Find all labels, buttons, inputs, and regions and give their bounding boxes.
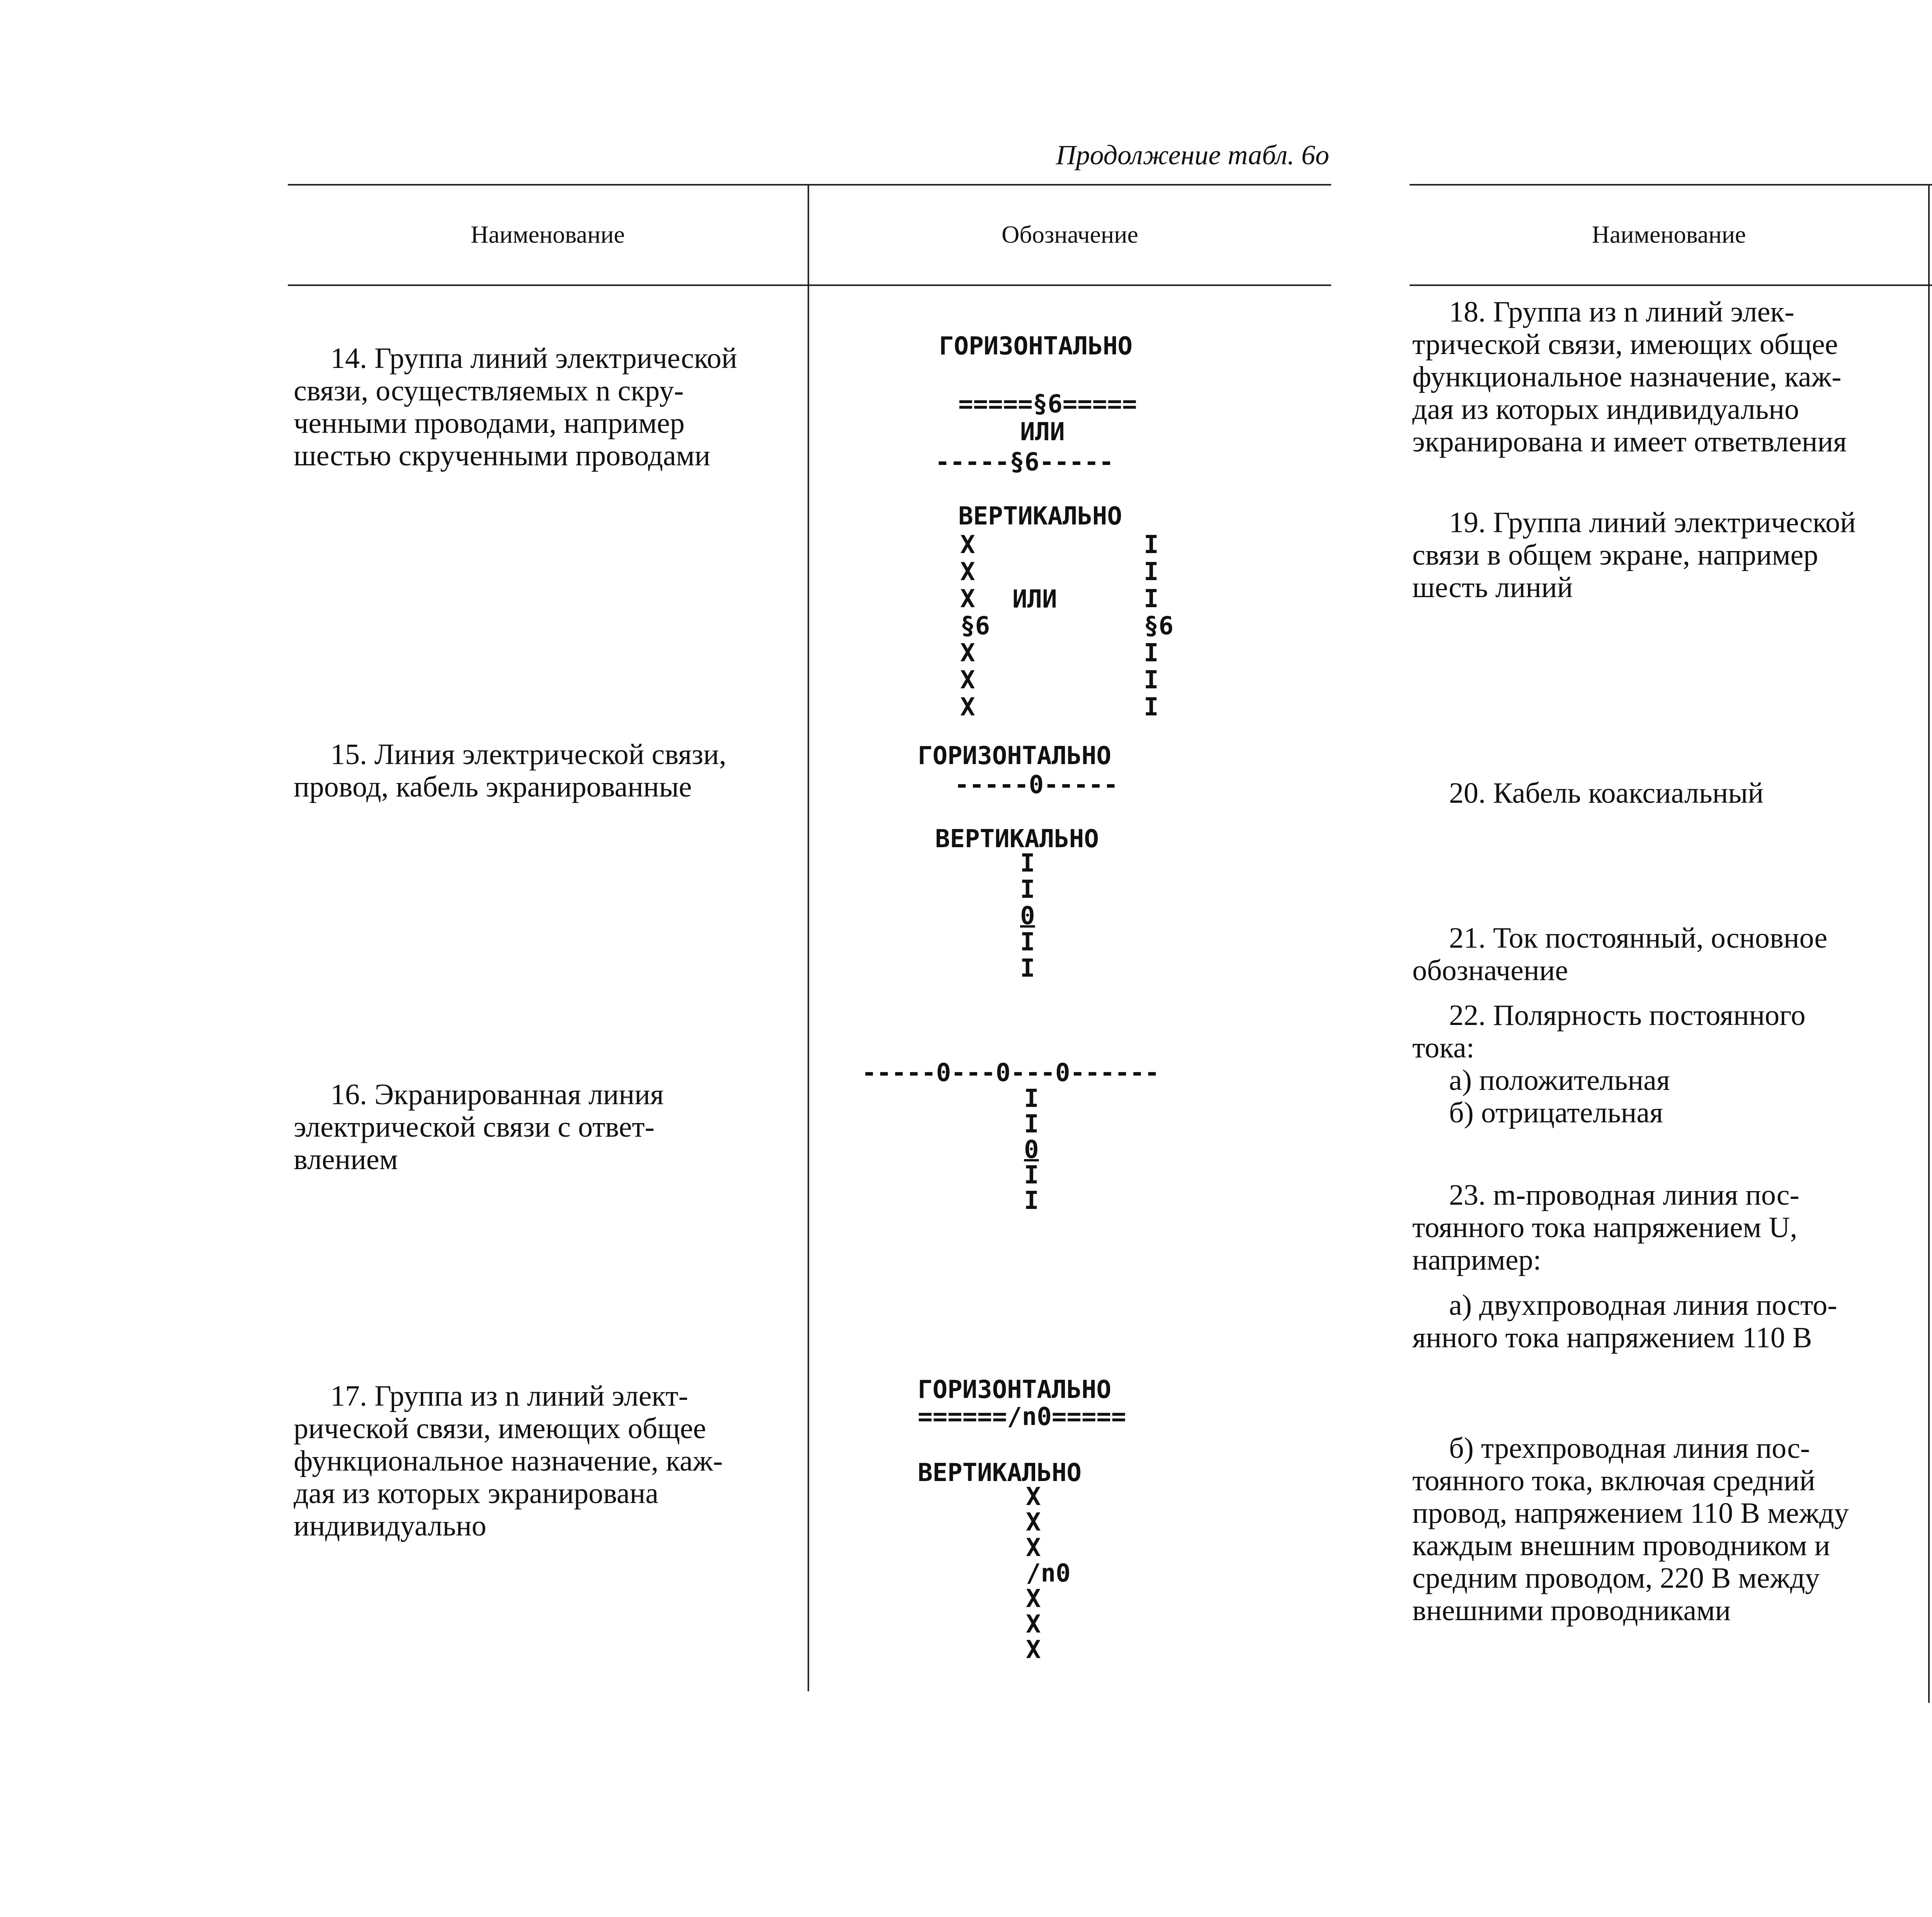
entry-18-line-4: дая из которых индивидуально — [1412, 393, 1799, 426]
entry-16-line-1: 16. Экранированная линия — [330, 1078, 664, 1111]
entry-20-line-1: 20. Кабель коаксиальный — [1449, 777, 1764, 809]
entry-14-horizontal-or: ИЛИ — [1020, 418, 1065, 446]
entry-23-line-1: 23. m-проводная линия пос- — [1449, 1179, 1799, 1211]
entry-19-line-3: шесть линий — [1412, 571, 1573, 604]
entry-18-line-1: 18. Группа из n линий элек- — [1449, 296, 1794, 328]
entry-14-line-4: шестью скрученными проводами — [294, 439, 711, 472]
entry-22-item-a: а) положительная — [1449, 1064, 1670, 1096]
entry-23b-line-5: средним проводом, 220 В между — [1412, 1562, 1820, 1594]
entry-15-line-1: 15. Линия электрической связи, — [330, 738, 726, 771]
entry-14-vertical-title: ВЕРТИКАЛЬНО — [958, 502, 1122, 531]
entry-17-line-4: дая из которых экранирована — [294, 1477, 659, 1510]
entry-15-vertical-title: ВЕРТИКАЛЬНО — [935, 825, 1099, 853]
entry-14-vertical-or: ИЛИ — [1012, 585, 1057, 614]
right-table-column-divider — [1928, 184, 1930, 1703]
entry-14-vertical-mark-right: §6 — [1144, 612, 1174, 640]
right-header-name: Наименование — [1592, 221, 1746, 248]
entry-23b-line-2: тоянного тока, включая средний — [1412, 1464, 1815, 1497]
entry-19-line-2: связи в общем экране, например — [1412, 539, 1818, 571]
entry-18-text — [1412, 296, 1922, 458]
entry-22-line-2: тока: — [1412, 1032, 1475, 1064]
entry-15-horizontal-title: ГОРИЗОНТАЛЬНО — [918, 742, 1111, 770]
left-table-column-divider — [808, 184, 809, 1691]
entry-15-vertical-symbol: I I 0 I I — [1020, 849, 1035, 983]
entry-21-line-1: 21. Ток постоянный, основное — [1449, 922, 1828, 954]
right-header-designation — [1930, 220, 1932, 249]
entry-23b-line-6: внешними проводниками — [1412, 1594, 1731, 1627]
entry-15-horizontal-symbol: -----0----- — [954, 771, 1118, 799]
entry-23-line-3: например: — [1412, 1244, 1541, 1276]
entry-17-line-5: индивидуально — [294, 1510, 486, 1542]
entry-18-line-3: функциональное назначение, каж- — [1412, 361, 1842, 393]
entry-14-line-1: 14. Группа линий электрической — [330, 342, 737, 375]
left-header-designation: Обозначение — [1002, 221, 1138, 248]
entry-22-text — [1412, 999, 1922, 1129]
entry-16-vertical-symbol: I I 0 I I — [1024, 1084, 1039, 1215]
entry-17-vertical-symbol: X X X /n0 X X X — [1026, 1483, 1071, 1664]
right-table-header-rule — [1410, 284, 1932, 286]
entry-17-horizontal-title: ГОРИЗОНТАЛЬНО — [918, 1376, 1111, 1404]
entry-23b-line-4: каждым внешним проводником и — [1412, 1529, 1830, 1562]
entry-22-item-b: б) отрицательная — [1449, 1096, 1663, 1129]
left-table-header-rule — [288, 284, 1331, 286]
entry-23b-text — [1412, 1432, 1922, 1627]
entry-17-line-2: рической связи, имеющих общее — [294, 1412, 706, 1445]
left-table-top-rule — [288, 184, 1331, 186]
entry-16-line-3: влением — [294, 1143, 398, 1176]
entry-16-text — [294, 1078, 802, 1176]
entry-23-text — [1412, 1179, 1922, 1276]
left-header-name: Наименование — [471, 221, 625, 248]
entry-23a-line-2: янного тока напряжением 110 В — [1412, 1321, 1812, 1354]
entry-17-vertical-title: ВЕРТИКАЛЬНО — [918, 1459, 1082, 1487]
entry-17-text — [294, 1380, 802, 1542]
entry-14-line-2: связи, осуществляемых n скру- — [294, 375, 684, 407]
entry-14-vertical-x-column: X X X §6 X X X — [960, 531, 990, 722]
entry-19-line-1: 19. Группа линий электрической — [1449, 506, 1856, 539]
entry-17-vertical-mark: /n0 — [1026, 1559, 1071, 1588]
entry-14-text — [294, 342, 802, 472]
entry-17-line-1: 17. Группа из n линий элект- — [330, 1380, 688, 1412]
entry-23a-line-1: а) двухпроводная линия посто- — [1449, 1289, 1837, 1321]
entry-14-horizontal-title: ГОРИЗОНТАЛЬНО — [939, 332, 1133, 361]
entry-15-line-2: провод, кабель экранированные — [294, 771, 692, 803]
entry-14-line-3: ченными проводами, например — [294, 407, 685, 439]
entry-14-horizontal-symbol-1: =====§6===== — [958, 390, 1137, 419]
entry-18-line-5: экранирована и имеет ответвления — [1412, 426, 1847, 458]
entry-19-text — [1412, 506, 1922, 604]
entry-22-line-1: 22. Полярность постоянного — [1449, 999, 1806, 1032]
entry-21-line-2: обозначение — [1412, 954, 1568, 987]
entry-16-line-2: электрической связи с ответ- — [294, 1111, 655, 1143]
entry-15-text — [294, 738, 802, 803]
entry-21-text — [1412, 922, 1922, 987]
entry-14-horizontal-symbol-2: -----§6----- — [935, 448, 1114, 477]
entry-23-line-2: тоянного тока напряжением U, — [1412, 1211, 1798, 1244]
entry-14-vertical-i-column: I I I §6 I I I — [1144, 531, 1174, 722]
entry-16-horizontal-symbol: -----0---0---0------ — [862, 1059, 1160, 1087]
entry-23b-line-1: б) трехпроводная линия пос- — [1449, 1432, 1810, 1464]
entry-23a-text — [1412, 1289, 1922, 1354]
entry-20-text — [1412, 777, 1922, 809]
entry-23b-line-3: провод, напряжением 110 В между — [1412, 1497, 1849, 1529]
right-table-top-rule — [1410, 184, 1932, 186]
entry-17-line-3: функциональное назначение, каж- — [294, 1445, 723, 1477]
entry-14-vertical-mark-left: §6 — [960, 612, 990, 640]
entry-17-horizontal-symbol: ======/n0===== — [918, 1403, 1126, 1431]
continuation-caption-left: Продолжение табл. 6о — [1056, 140, 1329, 170]
entry-18-line-2: трической связи, имеющих общее — [1412, 328, 1838, 361]
